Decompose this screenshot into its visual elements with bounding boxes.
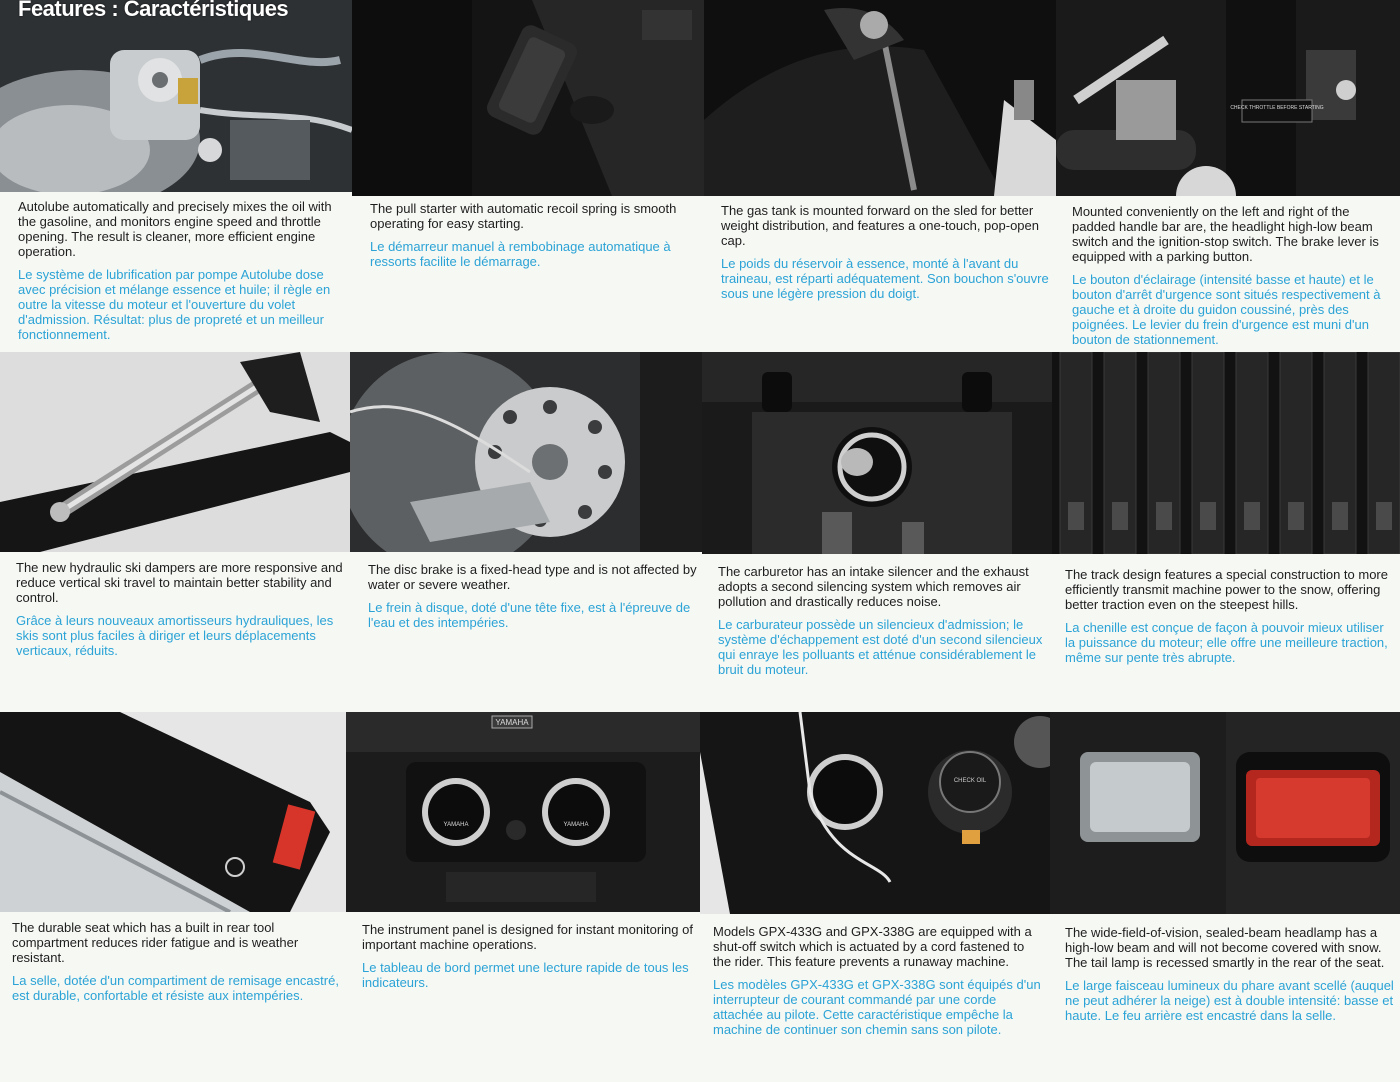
headlamp-photo [1050, 712, 1400, 914]
pull-starter-photo [352, 0, 704, 196]
caption-fr: La selle, dotée d'un compartiment de remisage encastré, est durable, confortable et résiste aux intempéries. [12, 973, 339, 1003]
check-throttle-label: CHECK THROTTLE BEFORE STARTING [1230, 105, 1324, 111]
caption-fr: Le carburateur possède un silencieux d'admission; le système d'échappement est doté d'un second silencieux qui enraye les polluants et atténue considérablement le bruit du moteur. [718, 617, 1043, 677]
caption-instrument-panel [362, 922, 694, 990]
caption-carburetor [718, 564, 1048, 677]
caption-en: The pull starter with automatic recoil spring is smooth operating for easy starting. [370, 201, 677, 231]
caption-ski-dampers [16, 560, 350, 658]
autolube-photo [0, 0, 352, 192]
caption-fr: La chenille est conçue de façon à pouvoir mieux utiliser la puissance du moteur; elle offre une meilleure traction, même sur pente très abrupte. [1065, 620, 1388, 665]
carburetor-photo [702, 352, 1052, 554]
shut-off-switch-photo [700, 712, 1050, 914]
caption-seat [12, 920, 344, 1003]
caption-fr: Le système de lubrification par pompe Autolube dose avec précision et mélange essence et huile; il règle en outre la vitesse du moteur et l'ouverture du volet d'admission. Résultat: plus de propreté et un meilleur fonctionnement. [18, 267, 331, 342]
caption-en: Autolube automatically and precisely mixes the oil with the gasoline, and monitors engine speed and throttle opening. The result is cleaner, more efficient engine operation. [18, 199, 332, 259]
caption-en: The carburetor has an intake silencer and the exhaust adopts a second silencing system which removes air pollution and drastically reduces noise. [718, 564, 1029, 609]
caption-fr: Le frein à disque, doté d'une tête fixe, est à l'épreuve de l'eau et des intempéries. [368, 600, 691, 630]
track-photo [1052, 352, 1400, 554]
check-oil-label: CHECK OIL [953, 778, 987, 784]
caption-shut-off-switch [713, 924, 1043, 1037]
yamaha-badge: YAMAHA [495, 718, 529, 727]
caption-fr: Le bouton d'éclairage (intensité basse et haute) et le bouton d'arrêt d'urgence sont situés respectivement à gauche et à droite du guidon coussiné, près des poignées. Le levier du frein d'urgence est muni d'un bouton de stationnement. [1072, 272, 1381, 347]
caption-en: The disc brake is a fixed-head type and is not affected by water or severe weather. [368, 562, 697, 592]
caption-en: Mounted conveniently on the left and right of the padded handle bar are, the headlight high-low beam switch and the ignition-stop switch. The brake lever is equipped with a parking button. [1072, 204, 1379, 264]
caption-disc-brake [368, 562, 700, 630]
caption-gas-tank [721, 203, 1053, 301]
gauge-brand-right: YAMAHA [563, 822, 589, 828]
caption-handlebar [1072, 204, 1394, 347]
caption-en: The instrument panel is designed for instant monitoring of important machine operations. [362, 922, 693, 952]
caption-fr: Les modèles GPX-433G et GPX-338G sont équipés d'un interrupteur de courant commandé par une corde attachée au pilote. Cette caractéristique empêche la machine de continuer son chemin sans son pilote. [713, 977, 1041, 1037]
caption-fr: Le large faisceau lumineux du phare avant scellé (auquel ne peut adhérer la neige) est à double intensité: basse et haute. Le feu arrière est encastré dans la selle. [1065, 978, 1394, 1023]
instrument-panel-photo [346, 712, 700, 912]
caption-en: The track design features a special construction to more efficiently transmit machine power to the snow, offering better traction even on the steepest hills. [1065, 567, 1388, 612]
caption-en: The gas tank is mounted forward on the sled for better weight distribution, and features a one-touch, pop-open cap. [721, 203, 1039, 248]
caption-fr: Le poids du réservoir à essence, monté à l'avant du traineau, est réparti adéquatement. Son bouchon s'ouvre sous une légère pression du doigt. [721, 256, 1049, 301]
caption-pull-starter [370, 201, 702, 269]
caption-fr: Le démarreur manuel à rembobinage automatique à ressorts facilite le démarrage. [370, 239, 671, 269]
caption-fr: Le tableau de bord permet une lecture rapide de tous les indicateurs. [362, 960, 689, 990]
caption-en: The durable seat which has a built in rear tool compartment reduces rider fatigue and is weather resistant. [12, 920, 299, 965]
caption-en: The wide-field-of-vision, sealed-beam headlamp has a high-low beam and will not become covered with snow. The tail lamp is recessed smartly in the rear of the seat. [1065, 925, 1385, 970]
caption-track [1065, 567, 1395, 665]
caption-headlamp [1065, 925, 1395, 1023]
seat-photo [0, 712, 346, 912]
gauge-brand-left: YAMAHA [443, 822, 469, 828]
gas-tank-photo [704, 0, 1056, 196]
caption-fr: Grâce à leurs nouveaux amortisseurs hydrauliques, les skis sont plus faciles à diriger et leurs déplacements verticaux, réduits. [16, 613, 334, 658]
ski-dampers-photo [0, 352, 350, 552]
handlebar-photo [1056, 0, 1400, 196]
page-title: Features : Caractéristiques [18, 0, 289, 21]
disc-brake-photo [350, 352, 702, 552]
caption-en: The new hydraulic ski dampers are more responsive and reduce vertical ski travel to maintain better stability and control. [16, 560, 343, 605]
caption-autolube [18, 199, 350, 342]
caption-en: Models GPX-433G and GPX-338G are equipped with a shut-off switch which is actuated by a cord fastened to the rider. This feature prevents a runaway machine. [713, 924, 1032, 969]
